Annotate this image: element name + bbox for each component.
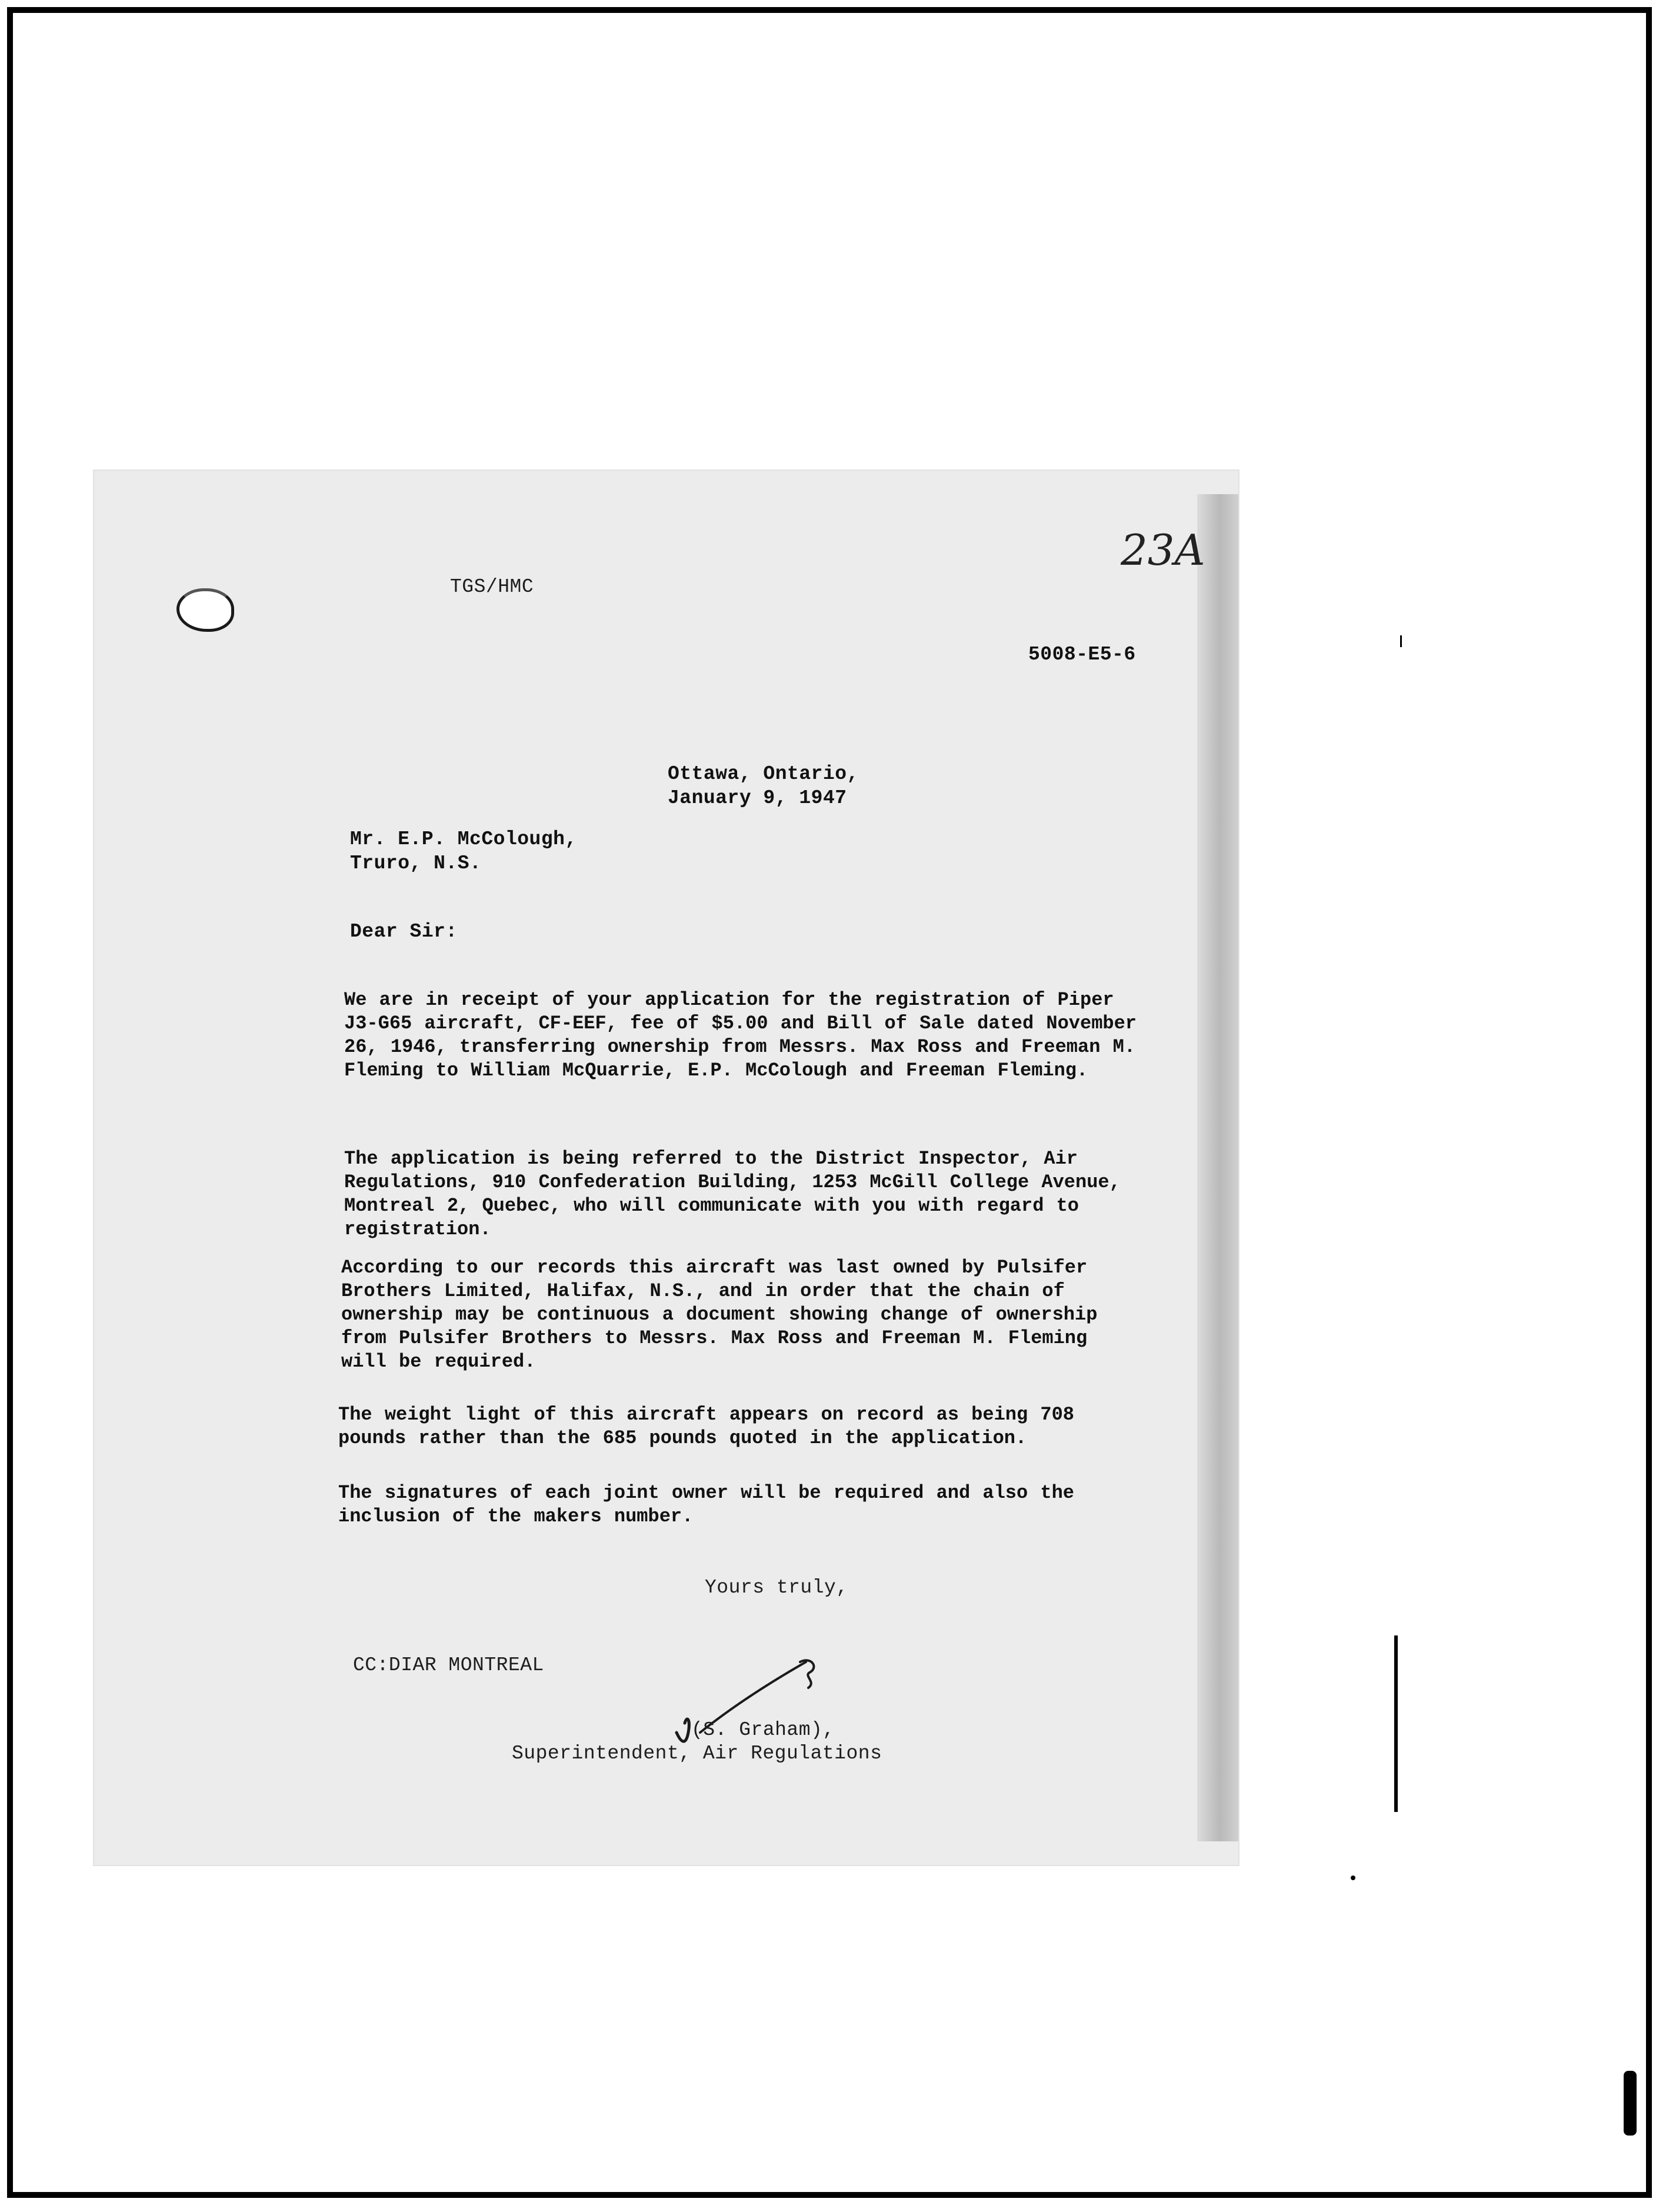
body-paragraph: The application is being referred to the District Inspector, Air Regulations, 910 Confederation Building, 1253 McGill College Avenue, Montreal 2, Quebec, who will communicate with you with regard to registration.	[344, 1148, 1121, 1240]
typist-initials: TGS/HMC	[450, 576, 534, 598]
scan-speck	[1624, 2071, 1637, 2136]
recipient-name: Mr. E.P. McColough,	[350, 828, 577, 850]
body-paragraph: According to our records this aircraft was last owned by Pulsifer Brothers Limited, Halifax, N.S., and in order that the chain of ownership may be continuous a document showing change of ownership from Pulsifer Brothers to Messrs. Max Ross and Freeman M. Fleming will be required.	[341, 1257, 1098, 1372]
page-marker: 23A	[1121, 525, 1205, 575]
letter-place: Ottawa, Ontario,	[668, 763, 859, 785]
salutation: Dear Sir:	[350, 921, 458, 942]
file-reference-code: 5008-E5-6	[1028, 644, 1136, 665]
letter-date: January 9, 1947	[668, 787, 847, 809]
scan-speck	[1400, 635, 1402, 647]
body-paragraph: We are in receipt of your application for the registration of Piper J3-G65 aircraft, CF-EEF, fee of $5.00 and Bill of Sale dated November 26, 1946, transferring ownership from Messrs. Max Ross and Freeman M. Fleming to William McQuarrie, E.P. McColough and Freeman Fleming.	[344, 989, 1137, 1081]
sheet-shadow-edge	[1197, 494, 1238, 1841]
closing: Yours truly,	[705, 1577, 848, 1598]
cc-line: CC:DIAR MONTREAL	[353, 1654, 544, 1676]
recipient-address: Truro, N.S.	[350, 852, 482, 874]
scan-speck	[1394, 1635, 1398, 1812]
signer-name: (S. Graham),	[691, 1719, 835, 1741]
body-paragraph: The weight light of this aircraft appears on record as being 708 pounds rather than the 685 pounds quoted in the application.	[338, 1404, 1074, 1449]
punch-hole	[176, 588, 234, 632]
scan-speck	[1351, 1875, 1355, 1880]
signer-title: Superintendent, Air Regulations	[512, 1743, 882, 1764]
body-paragraph: The signatures of each joint owner will be required and also the inclusion of the makers number.	[338, 1482, 1074, 1527]
